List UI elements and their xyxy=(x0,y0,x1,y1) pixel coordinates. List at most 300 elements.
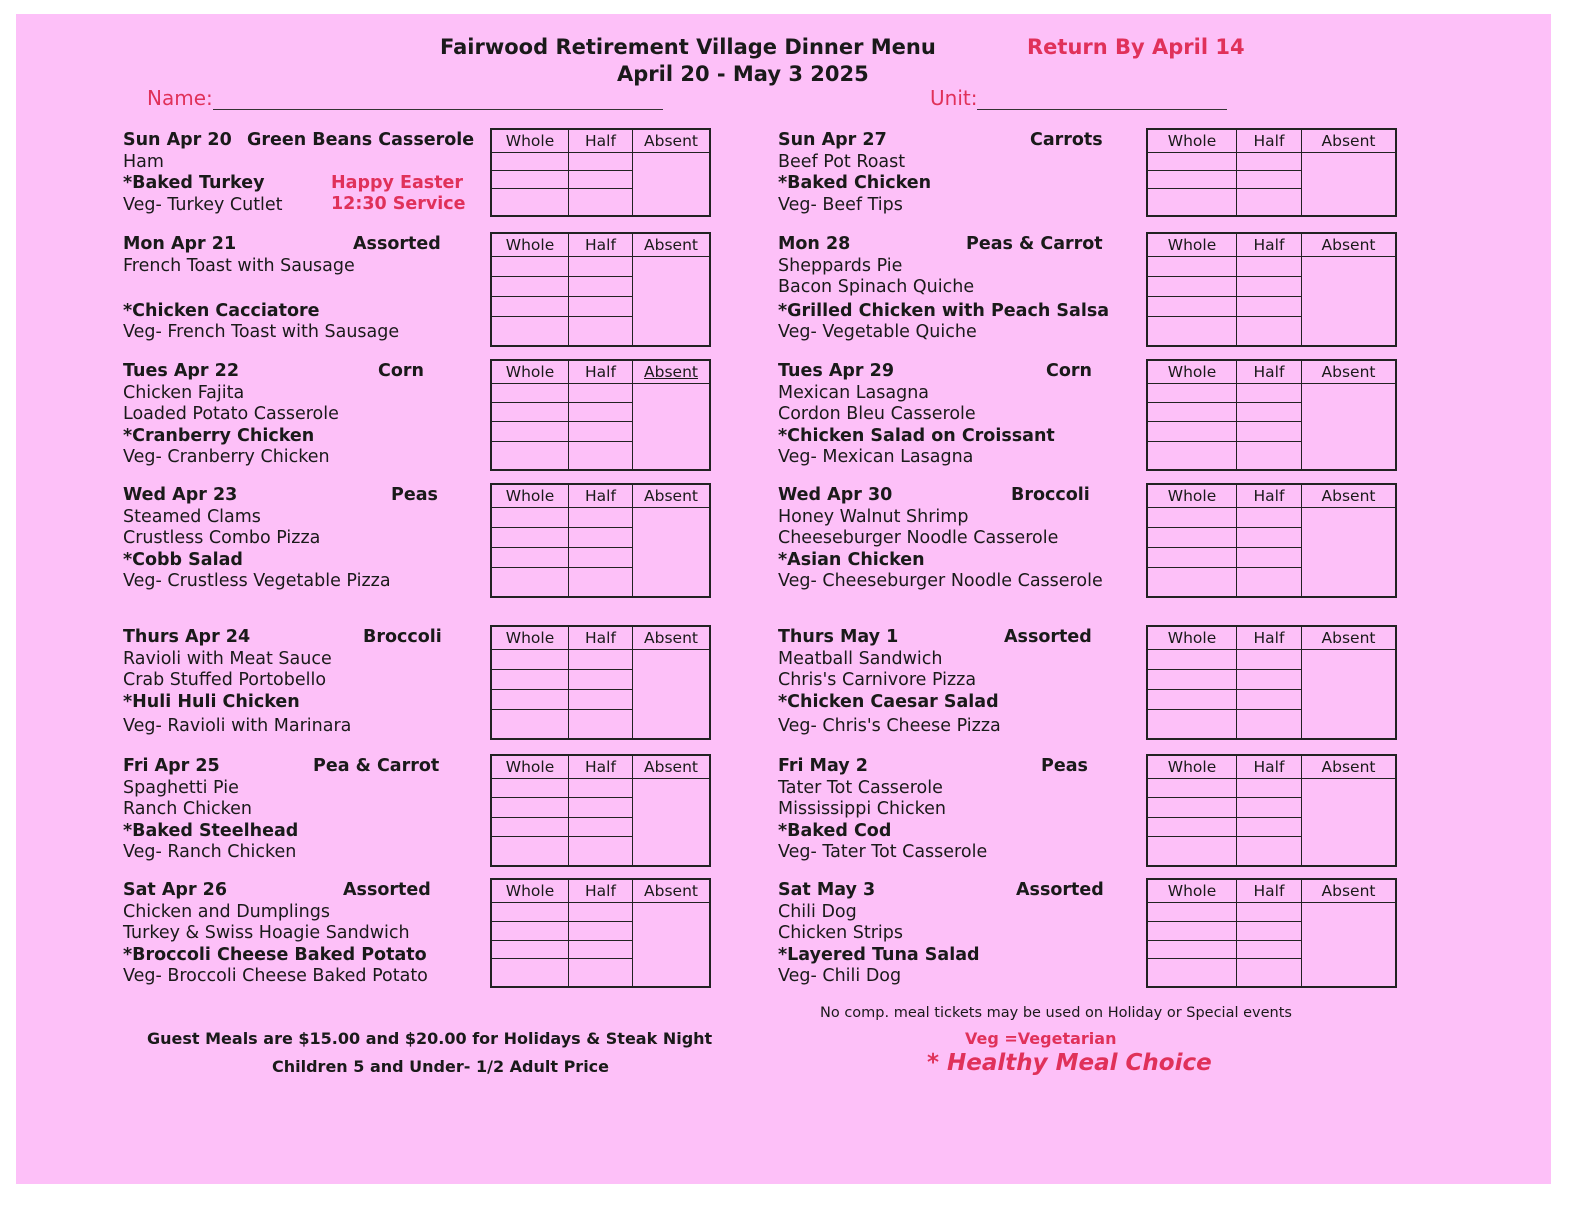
entree: Honey Walnut Shrimp xyxy=(778,506,969,527)
half-checkbox[interactable] xyxy=(569,276,633,296)
grid-row xyxy=(1147,903,1396,922)
entree: Mexican Lasagna xyxy=(778,382,930,403)
entree: Bacon Spinach Quiche xyxy=(778,277,975,297)
col-header-half: Half xyxy=(1237,755,1302,779)
col-header-absent: Absent xyxy=(1302,755,1397,779)
half-checkbox[interactable] xyxy=(569,153,633,171)
day-date: Mon Apr 21 xyxy=(123,234,237,254)
unit-field[interactable] xyxy=(930,86,1227,110)
half-checkbox[interactable] xyxy=(569,171,633,189)
side-dish: Assorted xyxy=(353,234,441,254)
entree: Ham xyxy=(123,151,164,172)
whole-checkbox[interactable] xyxy=(491,189,569,216)
grid-header-row xyxy=(1147,484,1396,508)
side-dish: Green Beans Casserole xyxy=(247,130,475,150)
name-field[interactable] xyxy=(147,86,663,110)
col-header-half: Half xyxy=(569,360,633,384)
order-grid xyxy=(490,625,711,740)
half-checkbox[interactable] xyxy=(569,296,633,316)
side-dish: Broccoli xyxy=(363,627,442,647)
col-header-absent: Absent xyxy=(1302,233,1397,257)
entree: Cheeseburger Noodle Casserole xyxy=(778,528,1059,548)
entree: Ranch Chicken xyxy=(123,799,253,819)
order-grid xyxy=(490,878,711,988)
whole-checkbox[interactable] xyxy=(491,650,569,670)
col-header-whole: Whole xyxy=(491,484,569,508)
col-header-absent: Absent xyxy=(1302,626,1397,650)
half-checkbox[interactable] xyxy=(569,508,633,528)
half-checkbox[interactable] xyxy=(569,669,633,689)
whole-checkbox[interactable] xyxy=(1147,689,1237,709)
entree: Veg- Broccoli Cheese Baked Potato xyxy=(123,966,428,986)
half-checkbox[interactable] xyxy=(569,921,633,940)
healthy-entree: *Chicken Cacciatore xyxy=(123,300,320,321)
half-checkbox[interactable] xyxy=(1237,189,1302,216)
half-checkbox[interactable] xyxy=(569,384,633,403)
entree: Veg- French Toast with Sausage xyxy=(123,322,400,342)
entree: French Toast with Sausage xyxy=(123,255,355,276)
grid-row xyxy=(491,508,710,528)
absent-checkbox[interactable] xyxy=(633,153,711,217)
whole-checkbox[interactable] xyxy=(1147,547,1237,567)
day-date: Tues Apr 29 xyxy=(778,361,894,381)
whole-checkbox[interactable] xyxy=(1147,422,1237,441)
col-header-half: Half xyxy=(569,755,633,779)
half-checkbox[interactable] xyxy=(569,257,633,277)
side-dish: Pea & Carrot xyxy=(313,756,440,776)
grid-row xyxy=(1147,257,1396,277)
col-header-half: Half xyxy=(1237,129,1302,153)
col-header-absent: Absent xyxy=(633,755,711,779)
entree: Veg- Ravioli with Marinara xyxy=(123,716,352,736)
order-grid xyxy=(490,128,711,217)
half-checkbox[interactable] xyxy=(569,837,633,866)
absent-checkbox[interactable] xyxy=(1302,384,1397,471)
day-date: Sun Apr 20 xyxy=(123,130,232,150)
col-header-whole: Whole xyxy=(1147,755,1237,779)
half-checkbox[interactable] xyxy=(569,316,633,346)
absent-checkbox[interactable] xyxy=(1302,650,1397,740)
whole-checkbox[interactable] xyxy=(1147,403,1237,422)
entree: Ravioli with Meat Sauce xyxy=(123,648,332,669)
half-checkbox[interactable] xyxy=(569,422,633,441)
half-checkbox[interactable] xyxy=(1237,441,1302,470)
grid-header-row xyxy=(491,626,710,650)
whole-checkbox[interactable] xyxy=(1147,669,1237,689)
whole-checkbox[interactable] xyxy=(1147,527,1237,547)
col-header-half: Half xyxy=(569,129,633,153)
holiday-note: Happy Easter xyxy=(331,173,464,193)
grid-header-row xyxy=(491,484,710,508)
half-checkbox[interactable] xyxy=(1237,316,1302,346)
half-checkbox[interactable] xyxy=(1237,940,1302,959)
half-checkbox[interactable] xyxy=(1237,547,1302,567)
grid-row xyxy=(1147,650,1396,670)
return-by-notice: Return By April 14 xyxy=(1027,35,1245,59)
col-header-whole: Whole xyxy=(491,879,569,903)
whole-checkbox[interactable] xyxy=(491,709,569,739)
healthy-entree: *Grilled Chicken with Peach Salsa xyxy=(778,300,1110,321)
col-header-whole: Whole xyxy=(491,626,569,650)
healthy-entree: *Cobb Salad xyxy=(123,549,243,570)
whole-checkbox[interactable] xyxy=(1147,817,1237,836)
half-checkbox[interactable] xyxy=(1237,153,1302,171)
half-checkbox[interactable] xyxy=(1237,384,1302,403)
entree: Sheppards Pie xyxy=(778,255,903,276)
entree: Steamed Clams xyxy=(123,506,261,527)
grid-row xyxy=(491,903,710,922)
half-checkbox[interactable] xyxy=(1237,779,1302,798)
entree: Veg- Tater Tot Casserole xyxy=(778,842,988,862)
whole-checkbox[interactable] xyxy=(491,689,569,709)
half-checkbox[interactable] xyxy=(569,817,633,836)
side-dish: Carrots xyxy=(1030,130,1103,150)
order-grid xyxy=(490,232,711,347)
whole-checkbox[interactable] xyxy=(1147,837,1237,866)
service-note: 12:30 Service xyxy=(331,194,466,214)
col-header-half: Half xyxy=(569,484,633,508)
day-date: Sun Apr 27 xyxy=(778,130,887,150)
whole-checkbox[interactable] xyxy=(491,527,569,547)
whole-checkbox[interactable] xyxy=(1147,316,1237,346)
half-checkbox[interactable] xyxy=(1237,567,1302,597)
healthy-entree: *Cranberry Chicken xyxy=(123,425,315,446)
whole-checkbox[interactable] xyxy=(491,547,569,567)
half-checkbox[interactable] xyxy=(569,779,633,798)
grid-header-row xyxy=(1147,129,1396,153)
grid-row xyxy=(491,384,710,403)
whole-checkbox[interactable] xyxy=(491,940,569,959)
absent-checkbox[interactable] xyxy=(633,779,711,867)
side-dish: Assorted xyxy=(1004,627,1092,647)
half-checkbox[interactable] xyxy=(569,959,633,987)
col-header-absent: Absent xyxy=(633,233,711,257)
whole-checkbox[interactable] xyxy=(491,669,569,689)
whole-checkbox[interactable] xyxy=(1147,959,1237,987)
half-checkbox[interactable] xyxy=(1237,276,1302,296)
whole-checkbox[interactable] xyxy=(1147,798,1237,817)
grid-header-row xyxy=(1147,233,1396,257)
col-header-absent: Absent xyxy=(633,879,711,903)
half-checkbox[interactable] xyxy=(1237,798,1302,817)
healthy-entree: *Huli Huli Chicken xyxy=(123,691,300,712)
col-header-half: Half xyxy=(569,233,633,257)
day-date: Thurs Apr 24 xyxy=(123,627,251,647)
whole-checkbox[interactable] xyxy=(1147,650,1237,670)
healthy-entree: *Broccoli Cheese Baked Potato xyxy=(123,944,427,965)
absent-checkbox[interactable] xyxy=(633,903,711,988)
entree: Veg- Turkey Cutlet xyxy=(123,194,283,215)
whole-checkbox[interactable] xyxy=(491,384,569,403)
healthy-entree: *Baked Cod xyxy=(778,820,892,841)
entree: Loaded Potato Casserole xyxy=(123,404,339,424)
side-dish: Corn xyxy=(1046,361,1092,381)
entree: Veg- Beef Tips xyxy=(778,194,903,215)
half-checkbox[interactable] xyxy=(1237,296,1302,316)
grid-row xyxy=(491,257,710,277)
guest-meals-note: Guest Meals are $15.00 and $20.00 for Holidays & Steak Night xyxy=(147,1029,713,1048)
absent-checkbox[interactable] xyxy=(633,384,711,471)
half-checkbox[interactable] xyxy=(569,709,633,739)
grid-row xyxy=(491,650,710,670)
grid-header-row xyxy=(1147,879,1396,903)
half-checkbox[interactable] xyxy=(569,189,633,216)
whole-checkbox[interactable] xyxy=(491,798,569,817)
half-checkbox[interactable] xyxy=(569,441,633,470)
grid-header-row xyxy=(1147,626,1396,650)
col-header-absent: Absent xyxy=(1302,484,1397,508)
col-header-absent: Absent xyxy=(633,626,711,650)
half-checkbox[interactable] xyxy=(569,547,633,567)
order-grid xyxy=(490,754,711,867)
entree: Crab Stuffed Portobello xyxy=(123,670,327,690)
whole-checkbox[interactable] xyxy=(1147,257,1237,277)
whole-checkbox[interactable] xyxy=(1147,567,1237,597)
col-header-whole: Whole xyxy=(491,360,569,384)
entree: Chris's Carnivore Pizza xyxy=(778,670,977,690)
whole-checkbox[interactable] xyxy=(1147,903,1237,922)
children-price-note: Children 5 and Under- 1/2 Adult Price xyxy=(272,1057,610,1076)
entree: Chicken and Dumplings xyxy=(123,901,330,922)
whole-checkbox[interactable] xyxy=(491,903,569,922)
col-header-absent: Absent xyxy=(1302,129,1397,153)
order-grid xyxy=(1146,483,1397,598)
col-header-whole: Whole xyxy=(1147,879,1237,903)
whole-checkbox[interactable] xyxy=(491,403,569,422)
half-checkbox[interactable] xyxy=(569,940,633,959)
order-grid xyxy=(1146,754,1397,867)
day-date: Wed Apr 30 xyxy=(778,485,893,505)
grid-row xyxy=(1147,384,1396,403)
day-date: Mon 28 xyxy=(778,234,851,254)
day-date: Fri May 2 xyxy=(778,756,868,776)
order-grid xyxy=(490,483,711,598)
whole-checkbox[interactable] xyxy=(1147,921,1237,940)
whole-checkbox[interactable] xyxy=(491,567,569,597)
col-header-half: Half xyxy=(1237,484,1302,508)
side-dish: Peas xyxy=(391,485,438,505)
col-header-whole: Whole xyxy=(1147,484,1237,508)
half-checkbox[interactable] xyxy=(1237,903,1302,922)
entree: Turkey & Swiss Hoagie Sandwich xyxy=(123,923,410,943)
entree: Veg- Mexican Lasagna xyxy=(778,447,974,467)
col-header-half: Half xyxy=(1237,360,1302,384)
menu-dates: April 20 - May 3 2025 xyxy=(617,62,869,86)
absent-checkbox[interactable] xyxy=(1302,153,1397,217)
half-checkbox[interactable] xyxy=(569,567,633,597)
entree: Crustless Combo Pizza xyxy=(123,528,321,548)
grid-header-row xyxy=(1147,755,1396,779)
entree: Veg- Crustless Vegetable Pizza xyxy=(123,571,391,591)
half-checkbox[interactable] xyxy=(1237,508,1302,528)
whole-checkbox[interactable] xyxy=(1147,508,1237,528)
day-date: Thurs May 1 xyxy=(778,627,899,647)
whole-checkbox[interactable] xyxy=(491,171,569,189)
col-header-absent: Absent xyxy=(633,484,711,508)
half-checkbox[interactable] xyxy=(1237,817,1302,836)
grid-row xyxy=(1147,508,1396,528)
col-header-absent: Absent xyxy=(1302,360,1397,384)
whole-checkbox[interactable] xyxy=(491,779,569,798)
entree: Beef Pot Roast xyxy=(778,151,906,172)
side-dish: Assorted xyxy=(1016,880,1104,900)
whole-checkbox[interactable] xyxy=(491,921,569,940)
name-label: Name: xyxy=(147,86,213,110)
whole-checkbox[interactable] xyxy=(1147,709,1237,739)
entree: Cordon Bleu Casserole xyxy=(778,404,976,424)
absent-checkbox[interactable] xyxy=(633,508,711,598)
whole-checkbox[interactable] xyxy=(1147,384,1237,403)
grid-header-row xyxy=(491,755,710,779)
half-checkbox[interactable] xyxy=(569,798,633,817)
entree: Veg- Chili Dog xyxy=(778,966,902,986)
half-checkbox[interactable] xyxy=(569,689,633,709)
whole-checkbox[interactable] xyxy=(491,153,569,171)
half-checkbox[interactable] xyxy=(1237,171,1302,189)
absent-checkbox[interactable] xyxy=(1302,508,1397,598)
half-checkbox[interactable] xyxy=(569,650,633,670)
whole-checkbox[interactable] xyxy=(491,959,569,987)
grid-header-row xyxy=(1147,360,1396,384)
whole-checkbox[interactable] xyxy=(1147,171,1237,189)
col-header-whole: Whole xyxy=(491,129,569,153)
whole-checkbox[interactable] xyxy=(1147,940,1237,959)
whole-checkbox[interactable] xyxy=(1147,296,1237,316)
half-checkbox[interactable] xyxy=(1237,709,1302,739)
grid-header-row xyxy=(491,129,710,153)
whole-checkbox[interactable] xyxy=(1147,189,1237,216)
half-checkbox[interactable] xyxy=(569,527,633,547)
half-checkbox[interactable] xyxy=(1237,837,1302,866)
half-checkbox[interactable] xyxy=(1237,921,1302,940)
unit-line[interactable] xyxy=(977,87,1227,110)
col-header-half: Half xyxy=(1237,233,1302,257)
veg-legend: Veg =Vegetarian xyxy=(965,1029,1117,1048)
half-checkbox[interactable] xyxy=(1237,959,1302,987)
half-checkbox[interactable] xyxy=(1237,689,1302,709)
whole-checkbox[interactable] xyxy=(491,817,569,836)
col-header-absent: Absent xyxy=(1302,879,1397,903)
absent-checkbox[interactable] xyxy=(633,257,711,347)
order-grid xyxy=(1146,625,1397,740)
entree: Mississippi Chicken xyxy=(778,799,946,819)
healthy-entree: *Layered Tuna Salad xyxy=(778,944,980,965)
col-header-half: Half xyxy=(1237,879,1302,903)
col-header-absent: Absent xyxy=(633,360,711,384)
col-header-absent: Absent xyxy=(633,129,711,153)
col-header-whole: Whole xyxy=(1147,626,1237,650)
grid-row xyxy=(491,153,710,171)
side-dish: Corn xyxy=(378,361,424,381)
whole-checkbox[interactable] xyxy=(1147,153,1237,171)
col-header-whole: Whole xyxy=(1147,129,1237,153)
col-header-whole: Whole xyxy=(1147,360,1237,384)
healthy-entree: *Baked Steelhead xyxy=(123,820,299,841)
side-dish: Peas & Carrot xyxy=(966,234,1103,254)
half-checkbox[interactable] xyxy=(1237,650,1302,670)
col-header-whole: Whole xyxy=(491,233,569,257)
entree: Veg- Cranberry Chicken xyxy=(123,447,330,467)
no-comp-note: No comp. meal tickets may be used on Holiday or Special events xyxy=(820,1005,1292,1021)
side-dish: Broccoli xyxy=(1011,485,1090,505)
col-header-whole: Whole xyxy=(491,755,569,779)
entree: Chicken Strips xyxy=(778,923,903,943)
whole-checkbox[interactable] xyxy=(491,316,569,346)
order-grid xyxy=(1146,128,1397,217)
whole-checkbox[interactable] xyxy=(491,441,569,470)
whole-checkbox[interactable] xyxy=(491,296,569,316)
grid-header-row xyxy=(491,360,710,384)
absent-checkbox[interactable] xyxy=(1302,903,1397,988)
side-dish: Assorted xyxy=(343,880,431,900)
entree: Chicken Fajita xyxy=(123,382,245,403)
order-grid xyxy=(1146,359,1397,471)
order-grid xyxy=(1146,878,1397,988)
side-dish: Peas xyxy=(1041,756,1088,776)
whole-checkbox[interactable] xyxy=(491,422,569,441)
half-checkbox[interactable] xyxy=(1237,669,1302,689)
whole-checkbox[interactable] xyxy=(491,508,569,528)
absent-checkbox[interactable] xyxy=(1302,257,1397,347)
grid-header-row xyxy=(491,879,710,903)
menu-title: Fairwood Retirement Village Dinner Menu xyxy=(440,35,936,59)
half-checkbox[interactable] xyxy=(1237,257,1302,277)
entree: Veg- Ranch Chicken xyxy=(123,842,297,862)
order-grid xyxy=(1146,232,1397,347)
whole-checkbox[interactable] xyxy=(1147,779,1237,798)
day-date: Tues Apr 22 xyxy=(123,361,239,381)
entree: Spaghetti Pie xyxy=(123,777,239,798)
half-checkbox[interactable] xyxy=(1237,422,1302,441)
order-grid xyxy=(490,359,711,471)
entree: Tater Tot Casserole xyxy=(778,777,943,798)
healthy-entree: *Asian Chicken xyxy=(778,549,925,570)
col-header-half: Half xyxy=(569,879,633,903)
half-checkbox[interactable] xyxy=(1237,527,1302,547)
entree: Veg- Vegetable Quiche xyxy=(778,322,977,342)
healthy-entree: *Chicken Caesar Salad xyxy=(778,691,999,712)
healthy-entree: *Baked Chicken xyxy=(778,173,932,193)
healthy-entree: *Chicken Salad on Croissant xyxy=(778,425,1055,446)
entree: Chili Dog xyxy=(778,901,857,922)
whole-checkbox[interactable] xyxy=(491,837,569,866)
whole-checkbox[interactable] xyxy=(1147,441,1237,470)
col-header-half: Half xyxy=(569,626,633,650)
grid-row xyxy=(1147,779,1396,798)
col-header-half: Half xyxy=(1237,626,1302,650)
col-header-whole: Whole xyxy=(1147,233,1237,257)
day-date: Sat Apr 26 xyxy=(123,880,228,900)
name-line[interactable] xyxy=(213,87,663,110)
half-checkbox[interactable] xyxy=(1237,403,1302,422)
entree: Veg- Cheeseburger Noodle Casserole xyxy=(778,571,1103,591)
half-checkbox[interactable] xyxy=(569,403,633,422)
entree: Meatball Sandwich xyxy=(778,648,943,669)
healthy-legend: * Healthy Meal Choice xyxy=(927,1050,1212,1076)
whole-checkbox[interactable] xyxy=(491,257,569,277)
absent-checkbox[interactable] xyxy=(633,650,711,740)
whole-checkbox[interactable] xyxy=(491,276,569,296)
absent-checkbox[interactable] xyxy=(1302,779,1397,867)
grid-row xyxy=(1147,153,1396,171)
day-date: Wed Apr 23 xyxy=(123,485,238,505)
day-date: Sat May 3 xyxy=(778,880,876,900)
day-date: Fri Apr 25 xyxy=(123,756,220,776)
whole-checkbox[interactable] xyxy=(1147,276,1237,296)
grid-header-row xyxy=(491,233,710,257)
half-checkbox[interactable] xyxy=(569,903,633,922)
healthy-entree: *Baked Turkey xyxy=(123,173,265,193)
